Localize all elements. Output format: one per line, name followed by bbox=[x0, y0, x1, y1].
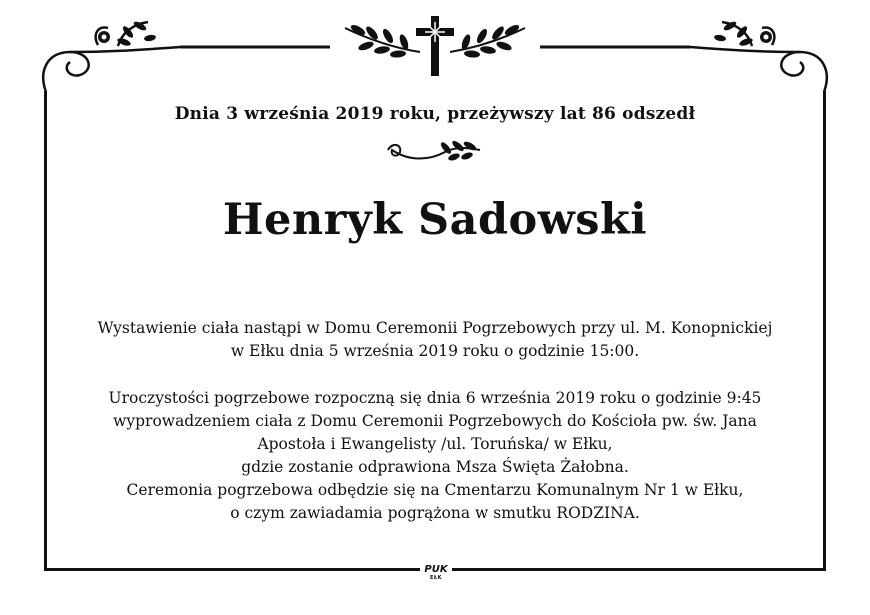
left-corner-flourish-icon bbox=[43, 20, 180, 92]
paragraph-line: Apostoła i Ewangelisty /ul. Toruńska/ w Ełku, bbox=[257, 435, 613, 453]
death-announcement-headline: Dnia 3 września 2019 roku, przeżywszy lat 86 odszedł bbox=[174, 104, 696, 124]
laurel-branch-left-icon bbox=[345, 23, 420, 58]
logo-main-text: PUK bbox=[424, 564, 448, 575]
funeral-paragraph bbox=[60, 387, 810, 525]
paragraph-line: wyprowadzeniem ciała z Domu Ceremonii Pogrzebowych do Kościoła pw. św. Jana bbox=[113, 412, 757, 430]
paragraph-line: Wystawienie ciała nastąpi w Domu Ceremonii Pogrzebowych przy ul. M. Konopnickiej bbox=[97, 319, 773, 337]
deceased-name: Henryk Sadowski bbox=[222, 195, 648, 245]
paragraph-line: Uroczystości pogrzebowe rozpoczną się dnia 6 września 2019 roku o godzinie 9:45 bbox=[108, 389, 762, 407]
puk-logo bbox=[420, 564, 452, 582]
paragraph-line: o czym zawiadamia pogrążona w smutku RODZINA. bbox=[230, 504, 640, 522]
right-corner-flourish-icon bbox=[690, 20, 827, 92]
cross-icon bbox=[416, 16, 454, 76]
logo-sub-text: EŁK bbox=[429, 575, 442, 581]
paragraph-line: w Ełku dnia 5 września 2019 roku o godzinie 15:00. bbox=[230, 342, 640, 360]
paragraph-line: gdzie zostanie odprawiona Msza Święta Żałobna. bbox=[241, 458, 629, 476]
viewing-paragraph bbox=[60, 317, 810, 363]
divider-flourish-icon bbox=[388, 139, 480, 162]
notice-body bbox=[60, 317, 810, 525]
paragraph-line: Ceremonia pogrzebowa odbędzie się na Cmentarzu Komunalnym Nr 1 w Ełku, bbox=[126, 481, 744, 499]
laurel-branch-right-icon bbox=[450, 23, 525, 58]
